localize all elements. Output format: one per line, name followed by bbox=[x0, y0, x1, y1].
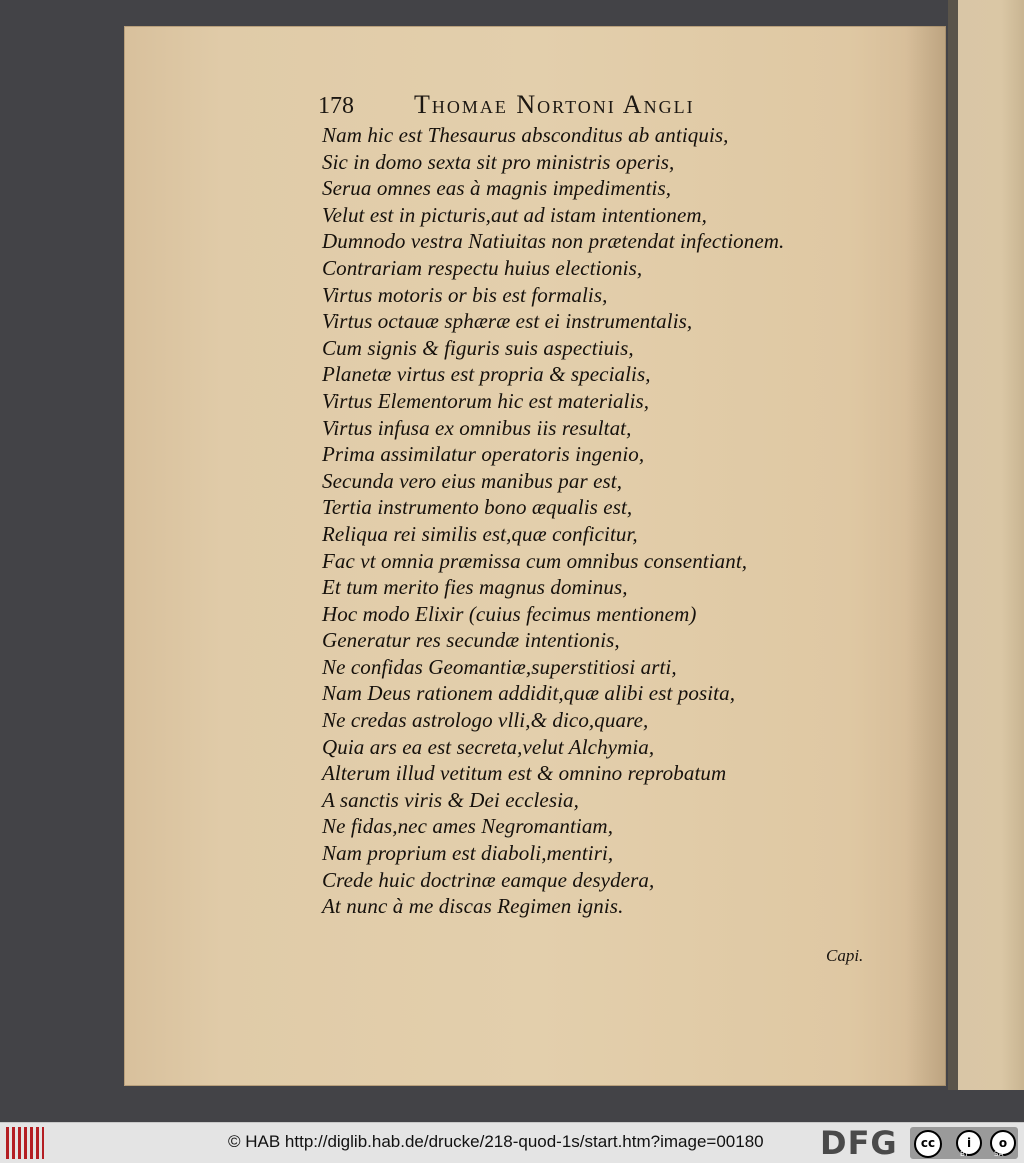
verse-text bbox=[322, 122, 784, 920]
verse-line: Virtus infusa ex omnibus iis resultat, bbox=[322, 415, 632, 440]
verse-line: Quia ars ea est secreta,velut Alchymia, bbox=[322, 734, 655, 759]
attribution-icon: i bbox=[956, 1130, 982, 1156]
verse-line: Ne fidas,nec ames Negromantiam, bbox=[322, 814, 614, 839]
verse-line: Nam proprium est diaboli,mentiri, bbox=[322, 841, 614, 866]
verse-line: Planetæ virtus est propria & specialis, bbox=[322, 362, 651, 387]
verse-line: Generatur res secundæ intentionis, bbox=[322, 628, 620, 653]
credit-link[interactable]: © HAB http://diglib.hab.de/drucke/218-quod-1s/start.htm?image=00180 bbox=[228, 1132, 764, 1151]
verse-line: Nam hic est Thesaurus absconditus ab antiquis, bbox=[322, 123, 729, 147]
verse-line: Prima assimilatur operatoris ingenio, bbox=[322, 442, 645, 467]
verse-line: Virtus Elementorum hic est materialis, bbox=[322, 388, 650, 413]
catchword: Capi. bbox=[826, 946, 864, 965]
cc-icon: cc bbox=[914, 1130, 942, 1158]
verse-line: Cum signis & figuris suis aspectiuis, bbox=[322, 335, 634, 360]
adjacent-page-edge bbox=[948, 0, 1024, 1090]
verse-line: Contrariam respectu huius electionis, bbox=[322, 255, 643, 280]
cc-license-badge[interactable] bbox=[910, 1127, 1018, 1159]
running-header bbox=[318, 90, 695, 124]
verse-line: Dumnodo vestra Natiuitas non prætendat infectionem. bbox=[322, 229, 785, 254]
verse-line: Hoc modo Elixir (cuius fecimus mentionem) bbox=[322, 601, 697, 626]
share-alike-icon: o bbox=[990, 1130, 1016, 1156]
verse-line: Velut est in picturis,aut ad istam intentionem, bbox=[322, 202, 708, 227]
verse-line: Alterum illud vetitum est & omnino reprobatum bbox=[322, 761, 727, 786]
dfg-logo: DFG bbox=[820, 1124, 898, 1162]
by-label: BY bbox=[960, 1150, 969, 1158]
viewer-footer bbox=[0, 1122, 1024, 1163]
verse-line: A sanctis viris & Dei ecclesia, bbox=[322, 787, 579, 812]
verse-line: Virtus motoris or bis est formalis, bbox=[322, 282, 608, 307]
verse-line: Et tum merito fies magnus dominus, bbox=[322, 575, 628, 600]
verse-line: Fac vt omnia præmissa cum omnibus consentiant, bbox=[322, 548, 748, 573]
verse-line: Serua omnes eas à magnis impedimentis, bbox=[322, 176, 672, 201]
verse-line: Secunda vero eius manibus par est, bbox=[322, 468, 623, 493]
verse-line: Crede huic doctrinæ eamque desydera, bbox=[322, 867, 655, 892]
verse-line: Reliqua rei similis est,quæ conficitur, bbox=[322, 521, 638, 546]
verse-line: At nunc à me discas Regimen ignis. bbox=[322, 894, 624, 919]
verse-line: Nam Deus rationem addidit,quæ alibi est posita, bbox=[322, 681, 736, 706]
verse-line: Ne credas astrologo vlli,& dico,quare, bbox=[322, 708, 649, 733]
verse-line: Sic in domo sexta sit pro ministris operis, bbox=[322, 149, 675, 174]
verse-line: Virtus octauæ sphæræ est ei instrumentalis, bbox=[322, 309, 693, 334]
barcode-logo-icon bbox=[6, 1127, 44, 1159]
page-gutter bbox=[948, 0, 958, 1090]
verse-line: Ne confidas Geomantiæ,superstitiosi arti, bbox=[322, 654, 677, 679]
verse-line: Tertia instrumento bono æqualis est, bbox=[322, 495, 633, 520]
running-title: Thomae Nortoni Angli bbox=[414, 90, 695, 119]
page-number: 178 bbox=[318, 93, 354, 119]
sa-label: SA bbox=[994, 1150, 1004, 1158]
